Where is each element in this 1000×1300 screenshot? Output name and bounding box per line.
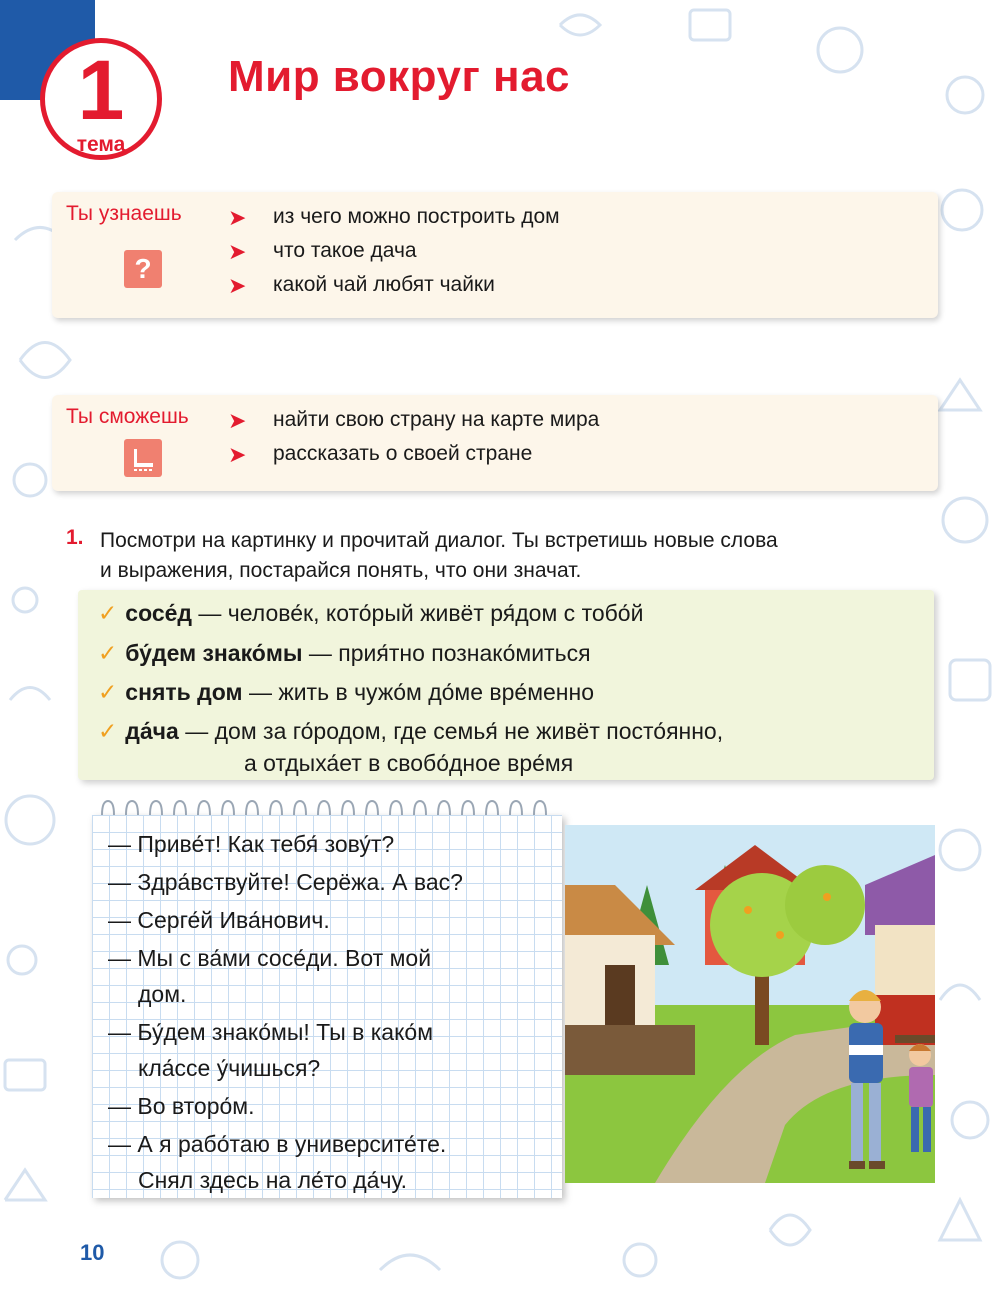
task-instructions (100, 526, 940, 586)
arrow-icon: ➤ (228, 273, 247, 298)
question-icon-symbol: ? (134, 253, 152, 284)
arrow-icon: ➤ (228, 239, 247, 264)
able-box-heading: Ты сможешь (66, 405, 189, 428)
check-icon: ✓ (98, 640, 118, 666)
list-item: ➤ найти свою страну на карте мира (228, 408, 600, 433)
arrow-icon: ➤ (228, 442, 247, 467)
question-icon (124, 250, 162, 288)
vocab-item (98, 677, 594, 707)
check-icon: ✓ (98, 718, 118, 744)
vocab-item (98, 716, 723, 746)
vocab-definition: — челове́к, кото́рый живёт ря́дом с тобо́й (198, 600, 644, 626)
topic-word: тема (76, 133, 126, 156)
dialog-line: — Во второ́м. (108, 1093, 255, 1119)
dialog-notebook (92, 815, 562, 1198)
vocab-item (98, 598, 643, 628)
learn-box (52, 192, 938, 318)
task-line: Посмотри на картинку и прочитай диалог. Ты встретишь новые слова (100, 529, 778, 552)
vocab-term: снять дом (125, 679, 243, 705)
able-box (52, 395, 938, 491)
learn-list (228, 204, 560, 306)
dialog-line: Снял здесь на ле́то да́чу. (138, 1167, 408, 1193)
vocab-term: сосе́д (125, 600, 193, 626)
dialog-line: — Приве́т! Как тебя́ зову́т? (108, 831, 395, 857)
arrow-icon: ➤ (228, 408, 247, 433)
notebook-spiral (92, 797, 562, 817)
arrow-icon: ➤ (228, 205, 247, 230)
vocabulary-box (78, 590, 934, 780)
vocab-term: бу́дем знако́мы (125, 640, 303, 666)
hand-icon-graphic (124, 439, 162, 477)
dialog-line: — Серге́й Ива́нович. (108, 907, 330, 933)
check-icon: ✓ (98, 679, 118, 705)
vocab-item (98, 638, 591, 668)
village-illustration (565, 825, 935, 1183)
dialog-line: — Здра́вствуйте! Серёжа. А вас? (108, 869, 463, 895)
list-item: ➤ из чего можно построить дом (228, 205, 560, 230)
vocab-definition: — жить в чужо́м до́ме вре́менно (248, 679, 595, 705)
dialog-line: — Мы с ва́ми сосе́ди. Вот мой (108, 945, 432, 971)
vocab-definition: — дом за го́родом, где семья́ не живёт посто́янно, (185, 718, 724, 744)
dialog-line: — Бу́дем знако́мы! Ты в како́м (108, 1019, 434, 1045)
page-number: 10 (80, 1240, 105, 1265)
vocab-term: да́ча (125, 718, 179, 744)
able-list (228, 407, 599, 475)
dialog-line: кла́ссе у́чишься? (138, 1055, 321, 1081)
check-icon: ✓ (98, 600, 118, 626)
task-line: и выражения, постарайся понять, что они значат. (100, 559, 582, 582)
page-title: Мир вокруг нас (228, 52, 571, 101)
list-item: ➤ рассказать о своей стране (228, 442, 533, 467)
list-item: ➤ что такое дача (228, 239, 417, 264)
hand-icon (124, 439, 162, 477)
dialog-line: — А я рабо́таю в университе́те. (108, 1131, 447, 1157)
dialog-line: дом. (138, 981, 187, 1007)
topic-badge (40, 38, 162, 160)
vocab-definition: — прия́тно познако́миться (308, 640, 591, 666)
learn-box-heading: Ты узнаешь (66, 202, 182, 225)
list-item: ➤ какой чай любят чайки (228, 273, 495, 298)
vocab-continuation: а отдыха́ет в свобо́дное вре́мя (244, 750, 574, 776)
topic-number: 1 (77, 43, 125, 137)
task-number: 1. (66, 526, 84, 549)
